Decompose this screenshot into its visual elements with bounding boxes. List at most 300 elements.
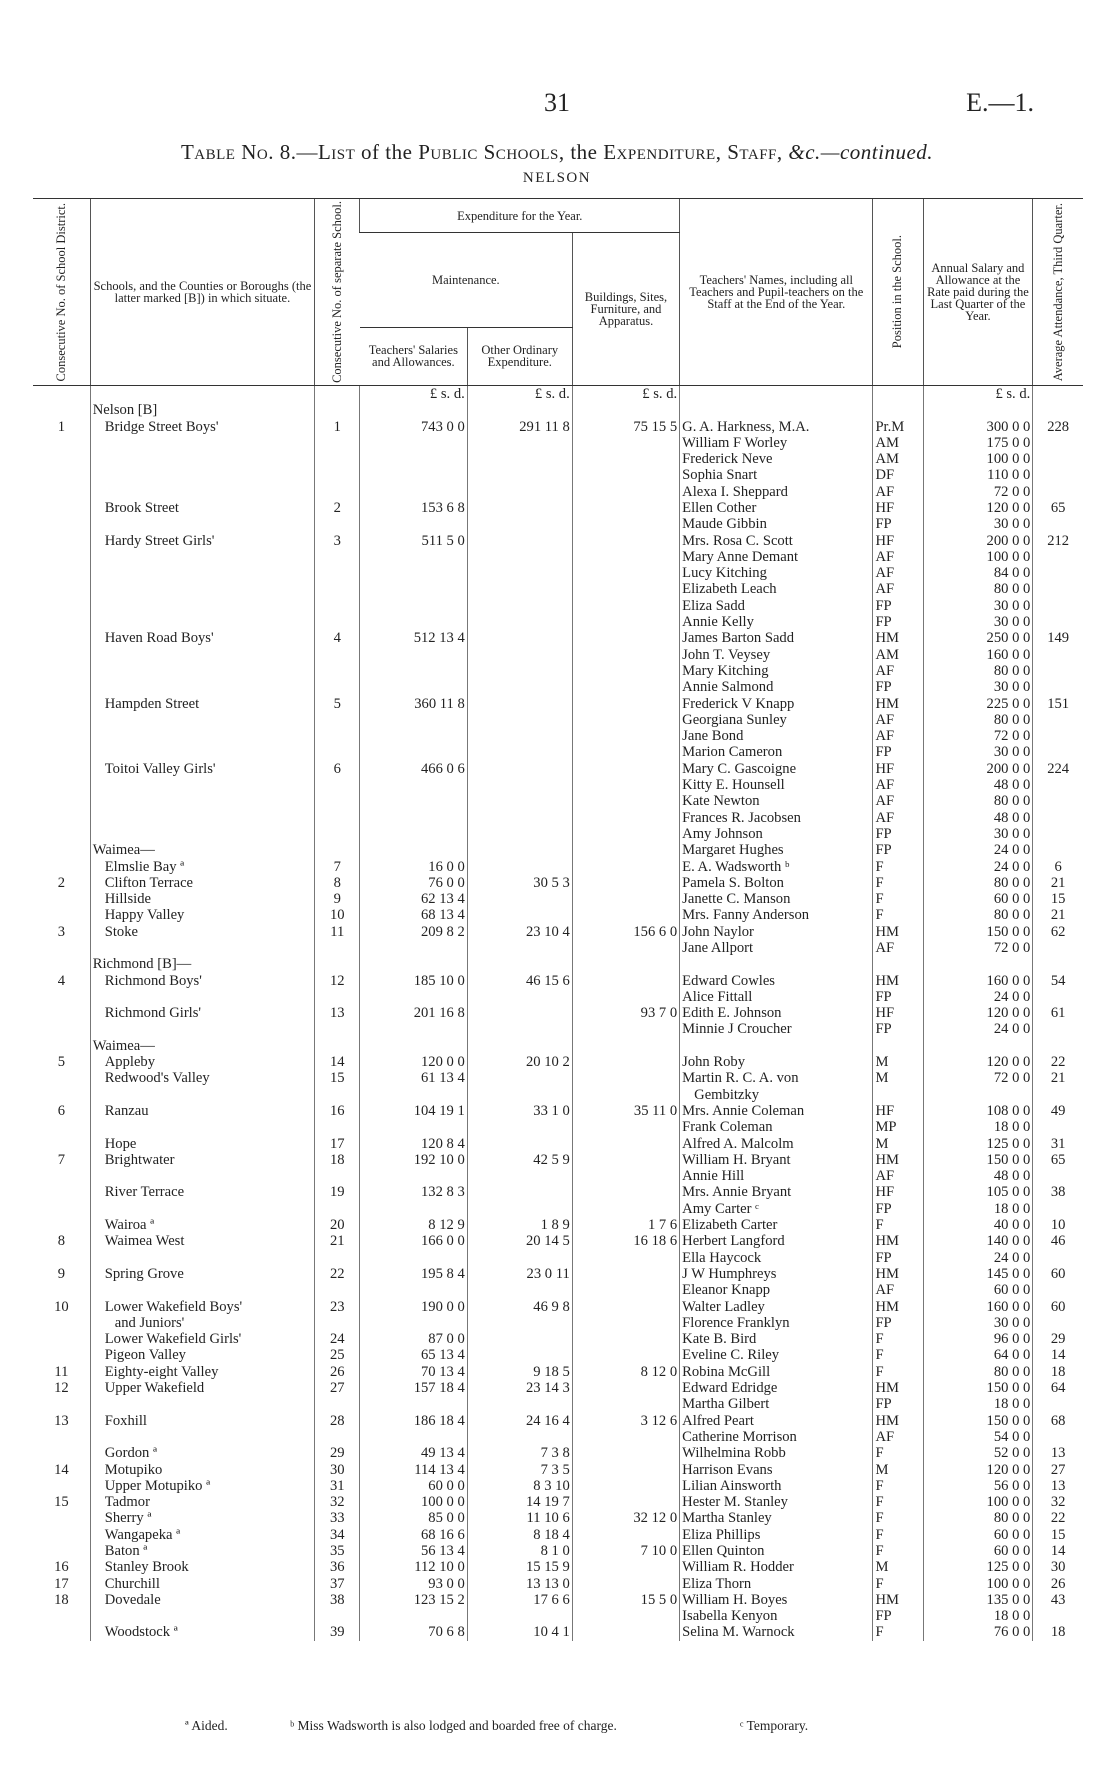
cell-buildings: [572, 484, 679, 500]
cell-school-name: Motupiko: [90, 1462, 314, 1478]
cell-salaries: [360, 810, 467, 826]
cell-annual-salary: 72 0 0: [923, 1070, 1033, 1086]
cell-teacher-name: Annie Hill: [680, 1168, 873, 1184]
cell-other-expenditure: 46 9 8: [467, 1299, 572, 1315]
cell-attendance: [1033, 1087, 1083, 1103]
cell-salaries: 192 10 0: [360, 1152, 467, 1168]
cell-position: DF: [873, 467, 923, 483]
cell-teacher-name: Mary Anne Demant: [680, 549, 873, 565]
cell-school-no: 25: [315, 1347, 360, 1363]
cell-annual-salary: 140 0 0: [923, 1233, 1033, 1249]
cell-school-name: Tadmor: [90, 1494, 314, 1510]
table-row: [33, 402, 1083, 418]
cell-position: [873, 956, 923, 972]
cell-teacher-name: Gembitzky: [680, 1087, 873, 1103]
cell-position: F: [873, 907, 923, 923]
cell-other-expenditure: 46 15 6: [467, 973, 572, 989]
cell-attendance: 21: [1033, 1070, 1083, 1086]
table-row: [33, 1315, 1083, 1331]
cell-school-name: Lower Wakefield Girls': [90, 1331, 314, 1347]
cell-school-name: River Terrace: [90, 1184, 314, 1200]
cell-school-no: [315, 744, 360, 760]
cell-teacher-name: Wilhelmina Robb: [680, 1445, 873, 1461]
cell-district-no: 9: [57, 1265, 66, 1282]
cell-position: F: [873, 859, 923, 875]
cell-attendance: [1033, 484, 1083, 500]
cell-position: AF: [873, 940, 923, 956]
cell-buildings: [572, 467, 679, 483]
cell-position: F: [873, 1331, 923, 1347]
cell-other-expenditure: [467, 679, 572, 695]
table-row: [33, 924, 1083, 940]
cell-teacher-name: Robina McGill: [680, 1364, 873, 1380]
cell-teacher-name: Annie Salmond: [680, 679, 873, 695]
cell-school-name: Clifton Terrace: [90, 875, 314, 891]
cell-position: HM: [873, 1592, 923, 1608]
cell-teacher-name: Maude Gibbin: [680, 516, 873, 532]
cell-district-no: 2: [57, 874, 66, 891]
cell-other-expenditure: [467, 891, 572, 907]
cell-teacher-name: [680, 956, 873, 972]
cell-teacher-name: Amy Johnson: [680, 826, 873, 842]
cell-buildings: [572, 1201, 679, 1217]
cell-school-name: [90, 1282, 314, 1298]
cell-district-no: [33, 1608, 90, 1624]
cell-school-no: [315, 777, 360, 793]
cell-teacher-name: William H. Boyes: [680, 1592, 873, 1608]
cell-teacher-name: Florence Franklyn: [680, 1315, 873, 1331]
cell-buildings: [572, 663, 679, 679]
cell-annual-salary: 175 0 0: [923, 435, 1033, 451]
cell-other-expenditure: [467, 565, 572, 581]
header-maintenance: Maintenance.: [360, 233, 572, 328]
cell-position: FP: [873, 1315, 923, 1331]
header-position: Position in the School.: [873, 199, 923, 386]
cell-school-name: Nelson [B]: [90, 402, 314, 418]
cell-buildings: [572, 1559, 679, 1575]
cell-attendance: 38: [1033, 1184, 1083, 1200]
cell-annual-salary: 150 0 0: [923, 1152, 1033, 1168]
cell-other-expenditure: [467, 1608, 572, 1624]
cell-salaries: [360, 1201, 467, 1217]
cell-school-name: Waimea West: [90, 1233, 314, 1249]
cell-annual-salary: 80 0 0: [923, 875, 1033, 891]
cell-buildings: [572, 826, 679, 842]
cell-buildings: [572, 614, 679, 630]
cell-district-no: [33, 1331, 90, 1347]
cell-position: F: [873, 1543, 923, 1559]
cell-teacher-name: William R. Hodder: [680, 1559, 873, 1575]
cell-school-name: [90, 712, 314, 728]
cell-salaries: 511 5 0: [360, 533, 467, 549]
cell-teacher-name: Alexa I. Sheppard: [680, 484, 873, 500]
cell-district-no: [33, 500, 90, 516]
cell-other-expenditure: [467, 451, 572, 467]
cell-teacher-name: John Roby: [680, 1054, 873, 1070]
cell-school-no: 21: [315, 1233, 360, 1249]
cell-salaries: [360, 1315, 467, 1331]
cell-teacher-name: Jane Allport: [680, 940, 873, 956]
cell-attendance: [1033, 728, 1083, 744]
cell-other-expenditure: 9 18 5: [467, 1364, 572, 1380]
table-row: [33, 1608, 1083, 1624]
cell-district-no: [33, 1543, 90, 1559]
cell-attendance: 27: [1033, 1462, 1083, 1478]
cell-position: AF: [873, 581, 923, 597]
cell-position: FP: [873, 826, 923, 842]
cell-school-name: [90, 1021, 314, 1037]
cell-buildings: [572, 744, 679, 760]
cell-buildings: [572, 1054, 679, 1070]
cell-school-name: [90, 1201, 314, 1217]
cell-attendance: [1033, 647, 1083, 663]
cell-district-no: 4: [57, 972, 66, 989]
cell-school-name: [90, 467, 314, 483]
cell-attendance: 149: [1033, 630, 1083, 646]
cell-teacher-name: John T. Veysey: [680, 647, 873, 663]
cell-other-expenditure: [467, 956, 572, 972]
cell-teacher-name: Martha Stanley: [680, 1510, 873, 1526]
cell-teacher-name: Eliza Phillips: [680, 1527, 873, 1543]
cell-school-name: Hardy Street Girls': [90, 533, 314, 549]
cell-school-name: Appleby: [90, 1054, 314, 1070]
cell-position: FP: [873, 516, 923, 532]
cell-school-name: Redwood's Valley: [90, 1070, 314, 1086]
cell-position: FP: [873, 842, 923, 858]
cell-school-no: 6: [315, 761, 360, 777]
cell-teacher-name: Edith E. Johnson: [680, 1005, 873, 1021]
table-row: [33, 1070, 1083, 1086]
cell-position: AF: [873, 565, 923, 581]
cell-annual-salary: 80 0 0: [923, 1510, 1033, 1526]
cell-school-no: 36: [315, 1559, 360, 1575]
cell-teacher-name: Eleanor Knapp: [680, 1282, 873, 1298]
cell-district-no: [33, 1510, 90, 1526]
cell-school-name: [90, 728, 314, 744]
cell-salaries: 65 13 4: [360, 1347, 467, 1363]
cell-annual-salary: 30 0 0: [923, 826, 1033, 842]
table-row: [33, 1592, 1083, 1608]
cell-attendance: [1033, 1429, 1083, 1445]
cell-other-expenditure: 14 19 7: [467, 1494, 572, 1510]
series-reference: E.—1.: [966, 88, 1034, 117]
cell-position: FP: [873, 1608, 923, 1624]
cell-attendance: 31: [1033, 1136, 1083, 1152]
cell-other-expenditure: 23 10 4: [467, 924, 572, 940]
cell-salaries: 153 6 8: [360, 500, 467, 516]
cell-buildings: [572, 842, 679, 858]
header-consec-school: Consecutive No. of separate School.: [315, 199, 360, 386]
table-row: [33, 1201, 1083, 1217]
cell-other-expenditure: [467, 581, 572, 597]
table-row: [33, 1494, 1083, 1510]
cell-school-no: [315, 1201, 360, 1217]
cell-school-no: 10: [315, 907, 360, 923]
cell-teacher-name: Elizabeth Leach: [680, 581, 873, 597]
cell-position: AM: [873, 647, 923, 663]
cell-school-no: 35: [315, 1543, 360, 1559]
cell-salaries: [360, 516, 467, 532]
cell-annual-salary: 76 0 0: [923, 1624, 1033, 1640]
cell-teacher-name: James Barton Sadd: [680, 630, 873, 646]
cell-salaries: [360, 777, 467, 793]
footnote-c: ᶜ Temporary.: [740, 1718, 809, 1733]
cell-school-no: 11: [315, 924, 360, 940]
cell-buildings: [572, 1119, 679, 1135]
cell-school-no: 39: [315, 1624, 360, 1640]
cell-attendance: [1033, 842, 1083, 858]
cell-district-no: [33, 630, 90, 646]
cell-attendance: 6: [1033, 859, 1083, 875]
cell-salaries: [360, 712, 467, 728]
cell-other-expenditure: 17 6 6: [467, 1592, 572, 1608]
cell-buildings: [572, 1494, 679, 1510]
cell-teacher-name: Mrs. Annie Coleman: [680, 1103, 873, 1119]
header-consec-district: Consecutive No. of School District.: [33, 199, 90, 386]
cell-school-name: Wairoa ª: [90, 1217, 314, 1233]
cell-attendance: 32: [1033, 1494, 1083, 1510]
cell-buildings: [572, 1282, 679, 1298]
cell-annual-salary: 24 0 0: [923, 989, 1033, 1005]
cell-district-no: 17: [54, 1575, 69, 1592]
cell-district-no: [33, 728, 90, 744]
title-prefix: Table No. 8.—List: [180, 140, 356, 164]
cell-school-name: [90, 826, 314, 842]
cell-buildings: [572, 1478, 679, 1494]
cell-district-no: [33, 1445, 90, 1461]
cell-district-no: [33, 712, 90, 728]
cell-position: AF: [873, 712, 923, 728]
cell-buildings: 32 12 0: [572, 1510, 679, 1526]
cell-district-no: [33, 1038, 90, 1054]
cell-annual-salary: 80 0 0: [923, 907, 1033, 923]
cell-attendance: [1033, 712, 1083, 728]
cell-other-expenditure: [467, 533, 572, 549]
cell-school-no: [315, 728, 360, 744]
cell-school-no: [315, 647, 360, 663]
cell-salaries: 8 12 9: [360, 1217, 467, 1233]
cell-teacher-name: William H. Bryant: [680, 1152, 873, 1168]
cell-school-no: [315, 1250, 360, 1266]
cell-teacher-name: Marion Cameron: [680, 744, 873, 760]
cell-buildings: [572, 647, 679, 663]
cell-district-no: 11: [54, 1363, 69, 1380]
cell-school-no: 30: [315, 1462, 360, 1478]
cell-attendance: [1033, 1282, 1083, 1298]
cell-position: F: [873, 891, 923, 907]
cell-annual-salary: 105 0 0: [923, 1184, 1033, 1200]
cell-teacher-name: Pamela S. Bolton: [680, 875, 873, 891]
cell-annual-salary: 120 0 0: [923, 1462, 1033, 1478]
table-row: [33, 419, 1083, 435]
cell-school-name: Lower Wakefield Boys': [90, 1299, 314, 1315]
cell-school-name: Richmond Girls': [90, 1005, 314, 1021]
cell-school-name: Brightwater: [90, 1152, 314, 1168]
table-row: [33, 712, 1083, 728]
cell-school-name: [90, 598, 314, 614]
cell-salaries: 132 8 3: [360, 1184, 467, 1200]
cell-teacher-name: Ellen Quinton: [680, 1543, 873, 1559]
cell-annual-salary: 60 0 0: [923, 1282, 1033, 1298]
cell-salaries: [360, 1282, 467, 1298]
table-row: [33, 1413, 1083, 1429]
table-row: [33, 533, 1083, 549]
cell-teacher-name: Janette C. Manson: [680, 891, 873, 907]
cell-annual-salary: 135 0 0: [923, 1592, 1033, 1608]
cell-attendance: [1033, 1396, 1083, 1412]
cell-salaries: [360, 451, 467, 467]
cell-position: AF: [873, 1429, 923, 1445]
cell-school-name: [90, 647, 314, 663]
cell-position: F: [873, 1527, 923, 1543]
table-row: [33, 1543, 1083, 1559]
table-row: [33, 1282, 1083, 1298]
cell-district-no: [33, 1070, 90, 1086]
table-row: [33, 810, 1083, 826]
cell-teacher-name: Annie Kelly: [680, 614, 873, 630]
cell-school-no: [315, 581, 360, 597]
cell-teacher-name: Elizabeth Carter: [680, 1217, 873, 1233]
cell-position: AF: [873, 810, 923, 826]
cell-attendance: [1033, 810, 1083, 826]
cell-attendance: 224: [1033, 761, 1083, 777]
cell-buildings: [572, 435, 679, 451]
cell-district-no: [33, 1282, 90, 1298]
cell-annual-salary: 225 0 0: [923, 696, 1033, 712]
cell-school-name: Toitoi Valley Girls': [90, 761, 314, 777]
cell-attendance: [1033, 598, 1083, 614]
cell-position: FP: [873, 1250, 923, 1266]
cell-buildings: [572, 907, 679, 923]
cell-attendance: [1033, 940, 1083, 956]
cell-annual-salary: 80 0 0: [923, 581, 1033, 597]
cell-salaries: [360, 1087, 467, 1103]
cell-other-expenditure: 15 15 9: [467, 1559, 572, 1575]
cell-school-name: [90, 1087, 314, 1103]
table-row: [33, 647, 1083, 663]
cell-buildings: [572, 679, 679, 695]
cell-position: AF: [873, 663, 923, 679]
cell-attendance: [1033, 1250, 1083, 1266]
cell-school-name: [90, 989, 314, 1005]
cell-attendance: [1033, 744, 1083, 760]
header-schools: Schools, and the Counties or Boroughs (the latter marked [B]) in which situate.: [90, 199, 314, 386]
cell-salaries: 62 13 4: [360, 891, 467, 907]
cell-district-no: [33, 1005, 90, 1021]
cell-school-no: [315, 565, 360, 581]
cell-buildings: [572, 891, 679, 907]
cell-teacher-name: Ellen Cother: [680, 500, 873, 516]
table-row: [33, 1380, 1083, 1396]
cell-school-no: 27: [315, 1380, 360, 1396]
cell-school-no: [315, 712, 360, 728]
cell-teacher-name: Walter Ladley: [680, 1299, 873, 1315]
cell-other-expenditure: 8 3 10: [467, 1478, 572, 1494]
cell-annual-salary: 30 0 0: [923, 516, 1033, 532]
cell-salaries: 360 11 8: [360, 696, 467, 712]
cell-position: AM: [873, 451, 923, 467]
cell-position: F: [873, 1445, 923, 1461]
cell-school-no: [315, 402, 360, 418]
cell-district-no: [33, 1217, 90, 1233]
schools-table: [33, 198, 1083, 1641]
cell-school-name: Dovedale: [90, 1592, 314, 1608]
cell-position: F: [873, 1510, 923, 1526]
cell-annual-salary: 24 0 0: [923, 1021, 1033, 1037]
cell-other-expenditure: [467, 402, 572, 418]
cell-teacher-name: Frederick Neve: [680, 451, 873, 467]
title-middle: of the: [361, 140, 413, 164]
cell-annual-salary: 96 0 0: [923, 1331, 1033, 1347]
cell-district-no: 10: [54, 1298, 69, 1315]
cell-buildings: [572, 581, 679, 597]
header-teachers: Teachers' Names, including all Teachers and Pupil-teachers on the Staff at the End of the Year.: [680, 199, 873, 386]
cell-school-name: Baton ª: [90, 1543, 314, 1559]
cell-school-no: 20: [315, 1217, 360, 1233]
cell-school-no: [315, 663, 360, 679]
cell-teacher-name: Edward Cowles: [680, 973, 873, 989]
cell-annual-salary: 18 0 0: [923, 1396, 1033, 1412]
cell-attendance: [1033, 565, 1083, 581]
cell-annual-salary: 30 0 0: [923, 614, 1033, 630]
cell-salaries: [360, 467, 467, 483]
cell-buildings: 35 11 0: [572, 1103, 679, 1119]
cell-attendance: 26: [1033, 1576, 1083, 1592]
cell-annual-salary: 30 0 0: [923, 1315, 1033, 1331]
cell-salaries: [360, 484, 467, 500]
cell-school-no: 2: [315, 500, 360, 516]
cell-other-expenditure: 23 14 3: [467, 1380, 572, 1396]
table-row: [33, 1168, 1083, 1184]
cell-salaries: 190 0 0: [360, 1299, 467, 1315]
cell-buildings: [572, 1331, 679, 1347]
cell-school-no: [315, 956, 360, 972]
cell-school-name: Foxhill: [90, 1413, 314, 1429]
cell-buildings: 8 12 0: [572, 1364, 679, 1380]
cell-attendance: 64: [1033, 1380, 1083, 1396]
cell-other-expenditure: 7 3 8: [467, 1445, 572, 1461]
cell-annual-salary: 80 0 0: [923, 712, 1033, 728]
cell-annual-salary: 64 0 0: [923, 1347, 1033, 1363]
table-row: [33, 696, 1083, 712]
cell-buildings: [572, 875, 679, 891]
cell-district-no: [33, 533, 90, 549]
cell-salaries: [360, 940, 467, 956]
table-row: [33, 989, 1083, 1005]
cell-school-no: 33: [315, 1510, 360, 1526]
cell-other-expenditure: 42 5 9: [467, 1152, 572, 1168]
table-title: [0, 140, 1114, 165]
cell-annual-salary: 160 0 0: [923, 973, 1033, 989]
cell-district-no: [33, 842, 90, 858]
cell-annual-salary: 120 0 0: [923, 1054, 1033, 1070]
cell-salaries: [360, 581, 467, 597]
cell-attendance: [1033, 467, 1083, 483]
cell-buildings: [572, 777, 679, 793]
cell-school-no: 38: [315, 1592, 360, 1608]
cell-school-name: Richmond [B]—: [90, 956, 314, 972]
cell-district-no: [33, 940, 90, 956]
cell-school-name: Elmslie Bay ª: [90, 859, 314, 875]
cell-other-expenditure: [467, 989, 572, 1005]
cell-annual-salary: 125 0 0: [923, 1559, 1033, 1575]
cell-salaries: 195 8 4: [360, 1266, 467, 1282]
cell-attendance: [1033, 516, 1083, 532]
cell-annual-salary: 30 0 0: [923, 598, 1033, 614]
cell-salaries: [360, 1119, 467, 1135]
table-row: [33, 614, 1083, 630]
cell-buildings: [572, 696, 679, 712]
